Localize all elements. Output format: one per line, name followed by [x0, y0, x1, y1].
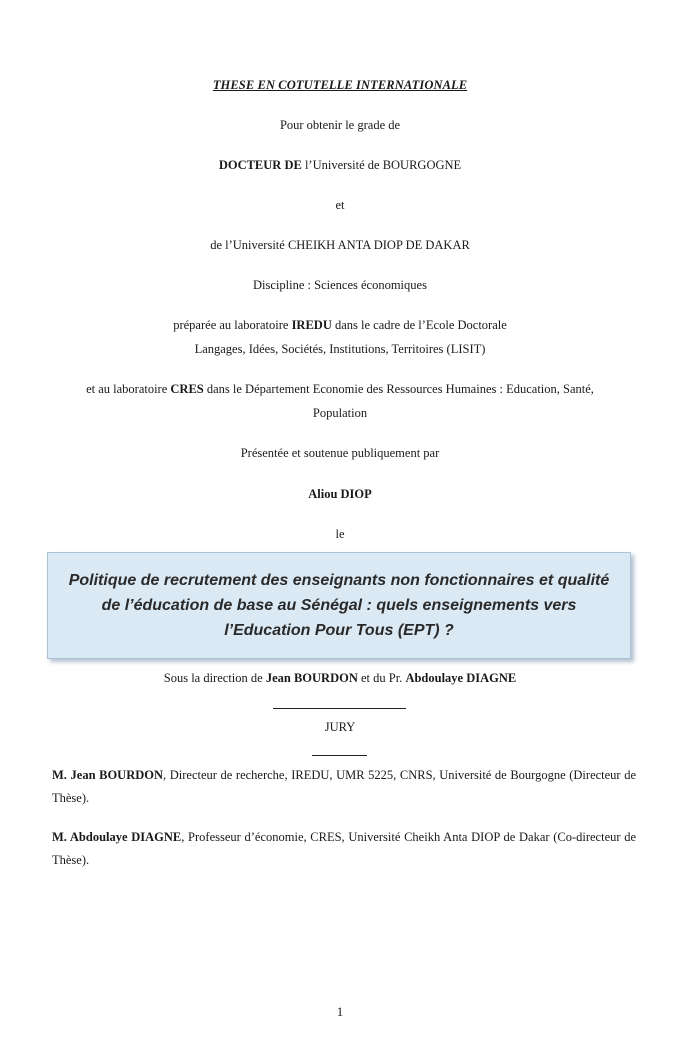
conjunction: et [335, 198, 345, 212]
lab1-line [0, 317, 680, 333]
degree-purpose: Pour obtenir le grade de [279, 118, 401, 132]
thesis-title: Politique de recrutement des enseignants non fonctionnaires et qualité de l’éducation de base au Sénégal : quels enseignements vers l’Education Pour Tous (EPT) ? [68, 572, 610, 639]
supervision-middle: et du Pr. [357, 671, 406, 685]
lab2-prefix: et au laboratoire [86, 382, 171, 396]
lab2-line2: Population [312, 406, 368, 420]
author-name: Aliou DIOP [308, 487, 372, 501]
lab2-suffix: dans le Département Economie des Ressources Humaines : Education, Santé, [203, 382, 594, 396]
jury-bottom-divider [312, 755, 367, 756]
jury-member-details: , Professeur d’économie, CRES, Université Cheikh Anta DIOP de Dakar (Co-directeur de Thèse). [52, 830, 636, 867]
director-2: Abdoulaye DIAGNE [405, 671, 517, 685]
lab1-name: IREDU [291, 318, 332, 332]
jury-member [52, 826, 636, 872]
lab2-name: CRES [170, 382, 204, 396]
jury-member-name: M. Abdoulaye DIAGNE [52, 830, 182, 844]
university-1: l’Université de BOURGOGNE [301, 158, 462, 172]
degree-line [0, 157, 680, 173]
supervision-line [0, 670, 680, 686]
supervision-prefix: Sous la direction de [163, 671, 266, 685]
thesis-title-box [47, 552, 631, 659]
page-number: 1 [336, 1004, 344, 1019]
lab1-line2: Langages, Idées, Sociétés, Institutions, Territoires (LISIT) [194, 342, 486, 356]
degree-title: DOCTEUR DE [218, 158, 302, 172]
presented-by: Présentée et soutenue publiquement par [240, 446, 440, 460]
jury-member-name: M. Jean BOURDON [52, 768, 164, 782]
lab1-suffix: dans le cadre de l’Ecole Doctorale [331, 318, 507, 332]
lab2-line [0, 381, 680, 397]
discipline: Discipline : Sciences économiques [253, 278, 427, 292]
director-1: Jean BOURDON [265, 671, 358, 685]
jury-member [52, 764, 636, 810]
university-2: de l’Université CHEIKH ANTA DIOP DE DAKAR [210, 238, 470, 252]
jury-heading: JURY [324, 720, 356, 734]
jury-member-details: , Directeur de recherche, IREDU, UMR 5225, CNRS, Université de Bourgogne (Directeur de Thèse). [52, 768, 636, 805]
thesis-type: THESE EN COTUTELLE INTERNATIONALE [212, 78, 468, 92]
lab1-prefix: préparée au laboratoire [173, 318, 292, 332]
date-prefix: le [335, 527, 345, 541]
jury-top-divider [273, 708, 406, 709]
